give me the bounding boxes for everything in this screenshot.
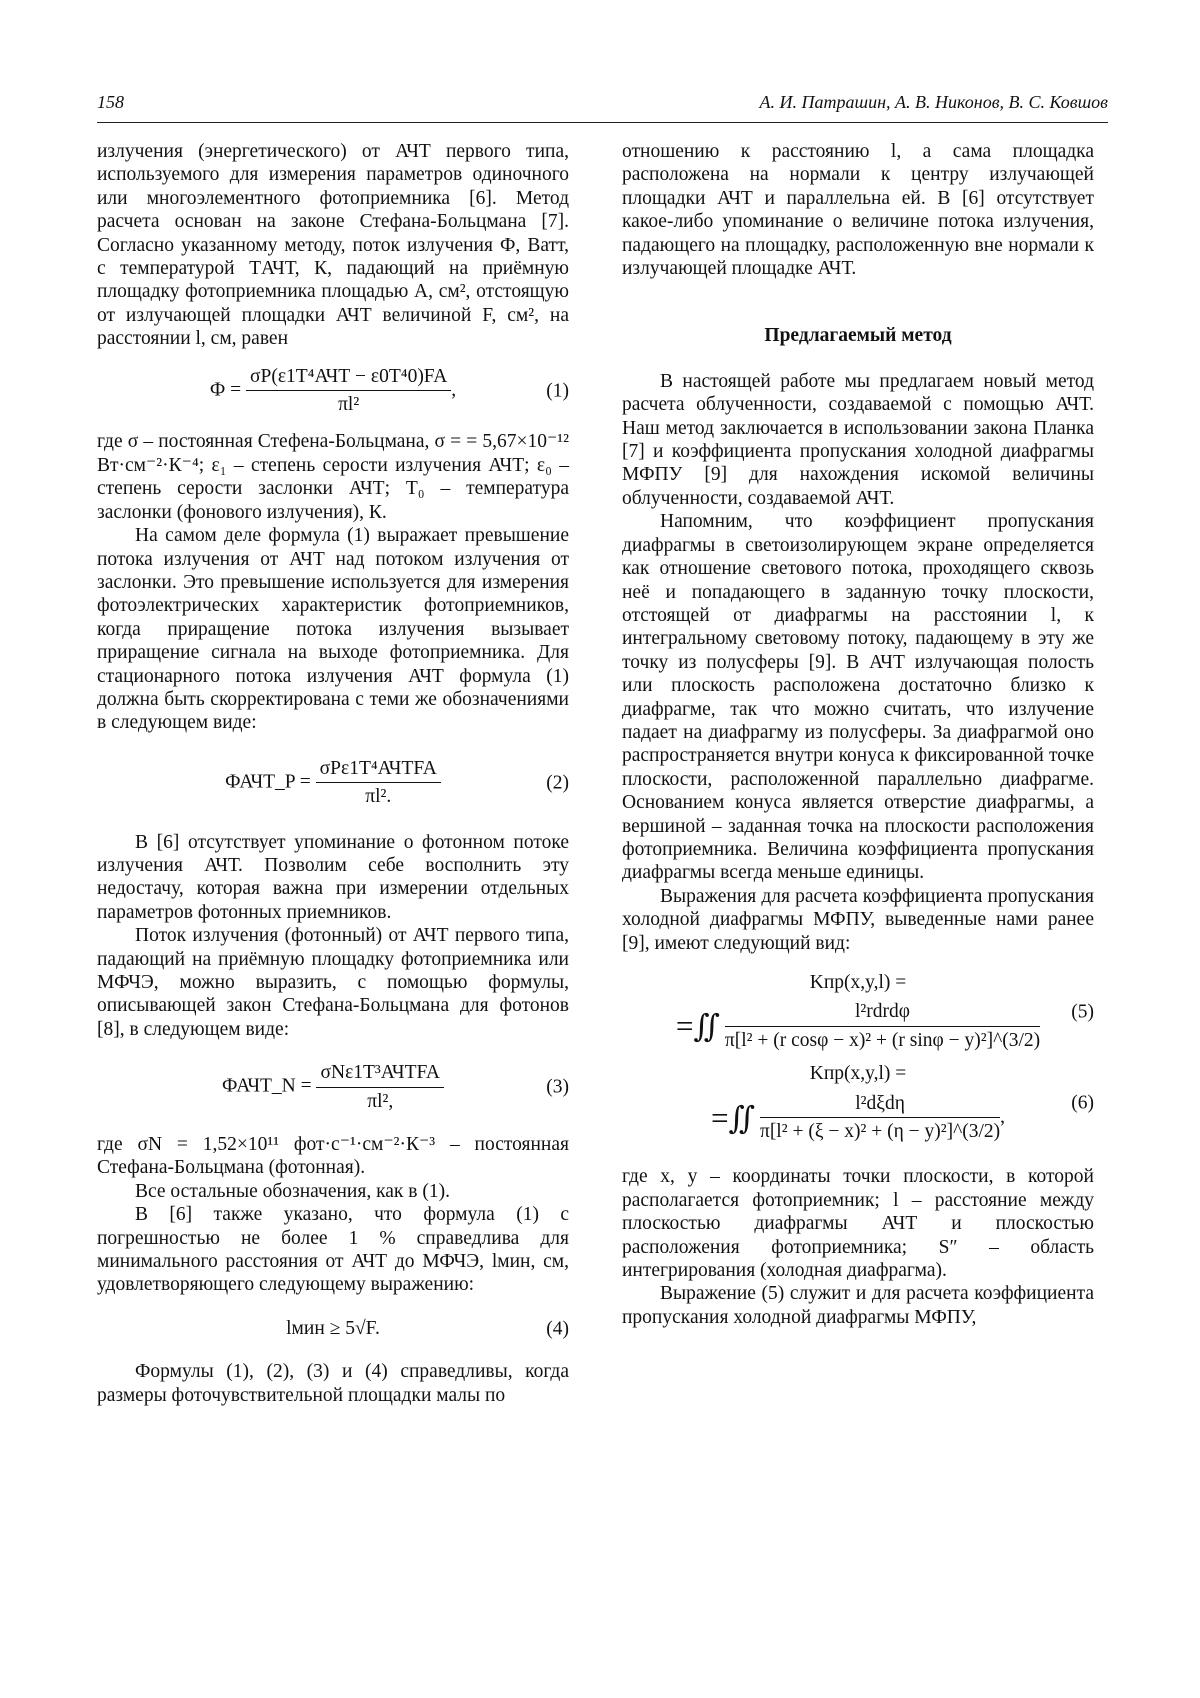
eq2-number: (2) (546, 771, 569, 793)
paragraph: Выражения для расчета коэффициента пропускания холодной диафрагмы МФПУ, выведенные нами ранее [9], имеют следующий вид: (622, 885, 1094, 954)
eq6-numerator: l²dξdη (760, 1092, 1000, 1118)
paragraph: где σ – постоянная Стефена-Больцмана, σ = = 5,67×10⁻¹² Вт·см⁻²·К⁻⁴; ε₁ – степень серости излучения АЧТ; ε₀ – степень серости заслонки АЧТ; T₀ – температура заслонки (фонового излучения), К. (97, 431, 569, 523)
paragraph: На самом деле формула (1) выражает превышение потока излучения от АЧТ над потоком излучения от заслонки. Это превышение используется для измерения фотоэлектрических характеристик фотоприемников, когда приращение потока излучения вызывает приращение сигнала на выходе фотоприемника. Для стационарного потока излучения АЧТ формула (1) должна быть скорректирована с теми же обозначениями в следующем виде: (97, 525, 569, 734)
eq2-fraction (316, 757, 441, 809)
running-authors: А. И. Патрашин, А. В. Никонов, В. С. Ковшов (759, 92, 1108, 112)
eq3-denominator: πl², (367, 1090, 394, 1112)
paragraph: где σN = 1,52×10¹¹ фот·с⁻¹·см⁻²·К⁻³ – постоянная Стефана-Больцмана (фотонная). (97, 1134, 569, 1179)
eq6-fraction (760, 1092, 1000, 1144)
double-integral-icon: =∬ (675, 1008, 720, 1044)
eq1-numerator: σP(ε1T⁴АЧТ − ε0T⁴0)FA (246, 365, 451, 391)
paragraph: Выражение (5) служит и для расчета коэффициента пропускания холодной диафрагмы МФПУ, (622, 1283, 1094, 1328)
eq5-fraction (725, 1000, 1040, 1052)
eq1-fraction (246, 365, 451, 417)
eq6-number: (6) (1071, 1092, 1094, 1114)
paragraph: Напомним, что коэффициент пропускания диафрагмы в светоизолирующем экране определяется как отношение светового потока, проходящего сквозь неё и попадающего в заданную точку плоскости, отстоящей от диафрагмы на расстоянии l, к интегральному световому потоку, падающему в эту же точку из полусферы [9]. В АЧТ излучающая полость или плоскость расположена достаточно близко к диафрагме, так что можно считать, что излучение падает на диафрагму из полусферы. За диафрагмой оно распространяется внутри конуса к фиксированной точке плоскости, расположенной параллельно диафрагме. Основанием конуса является отверстие диафрагмы, а вершиной – заданная точка на плоскости расположения фотоприемника. Величина коэффициента пропускания диафрагмы всегда меньше единицы. (622, 511, 1094, 884)
equation-2 (97, 757, 569, 809)
running-header (97, 92, 1108, 123)
eq5-numerator: l²rdrdφ (725, 1000, 1040, 1026)
paragraph: В [6] отсутствует упоминание о фотонном потоке излучения АЧТ. Позволим себе восполнить эту недостачу, которая важна при измерении отдельных параметров фотонных приемников. (97, 831, 569, 923)
eq1-denominator: πl² (338, 394, 360, 416)
eq1-lhs: Ф = (209, 379, 242, 401)
eq3-lhs: ФАЧТ_N = (222, 1075, 312, 1097)
paragraph: Поток излучения (фотонный) от АЧТ первого типа, падающий на приёмную площадку фотоприемника или МФЧЭ, можно выразить, с помощью формулы, описывающей закон Стефана-Больцмана для фотонов [8], в следующем виде: (97, 925, 569, 1040)
equation-1: Ф = $\frac{\text{σP(ε1T⁴АЧТ − ε0T⁴0)FA}}{\text{πl²}}$ , (1) (209, 365, 569, 416)
eq3-number: (3) (546, 1076, 569, 1098)
equation-3 (97, 1061, 569, 1113)
eq6-lhs: Kпр(x,y,l) = (809, 1063, 907, 1085)
eq2-lhs: ФАЧТ_P = (225, 771, 311, 793)
eq3-fraction (316, 1061, 443, 1113)
eq2-numerator: σPε1T⁴АЧТFA (316, 757, 441, 783)
paragraph: Все остальные обозначения, как в (1). (135, 1180, 450, 1202)
equation-4 (97, 1317, 569, 1340)
double-integral-icon: =∬ (710, 1100, 756, 1135)
eq3-numerator: σNε1T³АЧТFA (316, 1061, 443, 1087)
paragraph: отношению к расстоянию l, а сама площадка расположена на нормали к центру излучающей площадки АЧТ и параллельна ей. В [6] отсутствует какое-либо упоминание о величине потока излучения, падающего на площадку, расположенную вне нормали к излучающей площадке АЧТ. (622, 141, 1094, 280)
paragraph: В [6] также указано, что формула (1) с погрешностью не более 1 % справедлива для минимального расстояния от АЧТ до МФЧЭ, lмин, см, удовлетворяющего следующему выражению: (97, 1204, 569, 1296)
paragraph: где x, y – координаты точки плоскости, в которой располагается фотоприемник; l – расстояние между плоскостью диафрагмы АЧТ и плоскостью расположения фотоприемника; S″ – область интегрирования (холодная диафрагма). (622, 1166, 1094, 1282)
eq4-body: lмин ≥ 5√F. (286, 1317, 380, 1339)
paragraph: излучения (энергетического) от АЧТ первого типа, используемого для измерения параметров одиночного или многоэлементного фотоприемника [6]. Метод расчета основан на законе Стефана-Больцмана [7]. Согласно указанному методу, поток излучения Ф, Ватт, с температурой TАЧТ, К, падающий на приёмную площадку фотоприемника площадью A, см², отстоящую от излучающей площадки АЧТ величиной F, см², на расстоянии l, см, равен (97, 141, 569, 350)
eq5-lhs: Kпр(x,y,l) = (809, 972, 907, 993)
section-title: Предлагаемый метод (764, 325, 952, 347)
right-column (622, 140, 1094, 1329)
eq4-number: (4) (546, 1317, 569, 1339)
equation-5 (622, 971, 1094, 1052)
eq5-number: (5) (1071, 1000, 1094, 1022)
eq2-denominator: πl². (365, 786, 392, 808)
paragraph: Формулы (1), (2), (3) и (4) справедливы, когда размеры фоточувствительной площадки малы по (97, 1361, 569, 1406)
eq1-number: (1) (546, 379, 569, 401)
eq5-denominator: π[l² + (r cosφ − x)² + (r sinφ − y)²]^(3/2) (724, 1029, 1041, 1051)
left-column (97, 140, 569, 1407)
page-number: 158 (97, 92, 124, 112)
eq6-denominator: π[l² + (ξ − x)² + (η − y)²]^(3/2) (759, 1121, 1001, 1143)
paragraph: В настоящей работе мы предлагаем новый метод расчета облученности, создаваемой с помощью АЧТ. Наш метод заключается в использовании закона Планка [7] и коэффициента пропускания холодной диафрагмы МФПУ [9] для нахождения искомой величины облученности, создаваемой АЧТ. (622, 370, 1094, 509)
equation-6: Kпр(x,y,l) = =∬ $\frac{\text{l²dξdη}}{\text{π[l² + (ξ − x)² + (η − y)²]\textasciicircum{}(3/2)}}$ , (6) (622, 1062, 1094, 1143)
